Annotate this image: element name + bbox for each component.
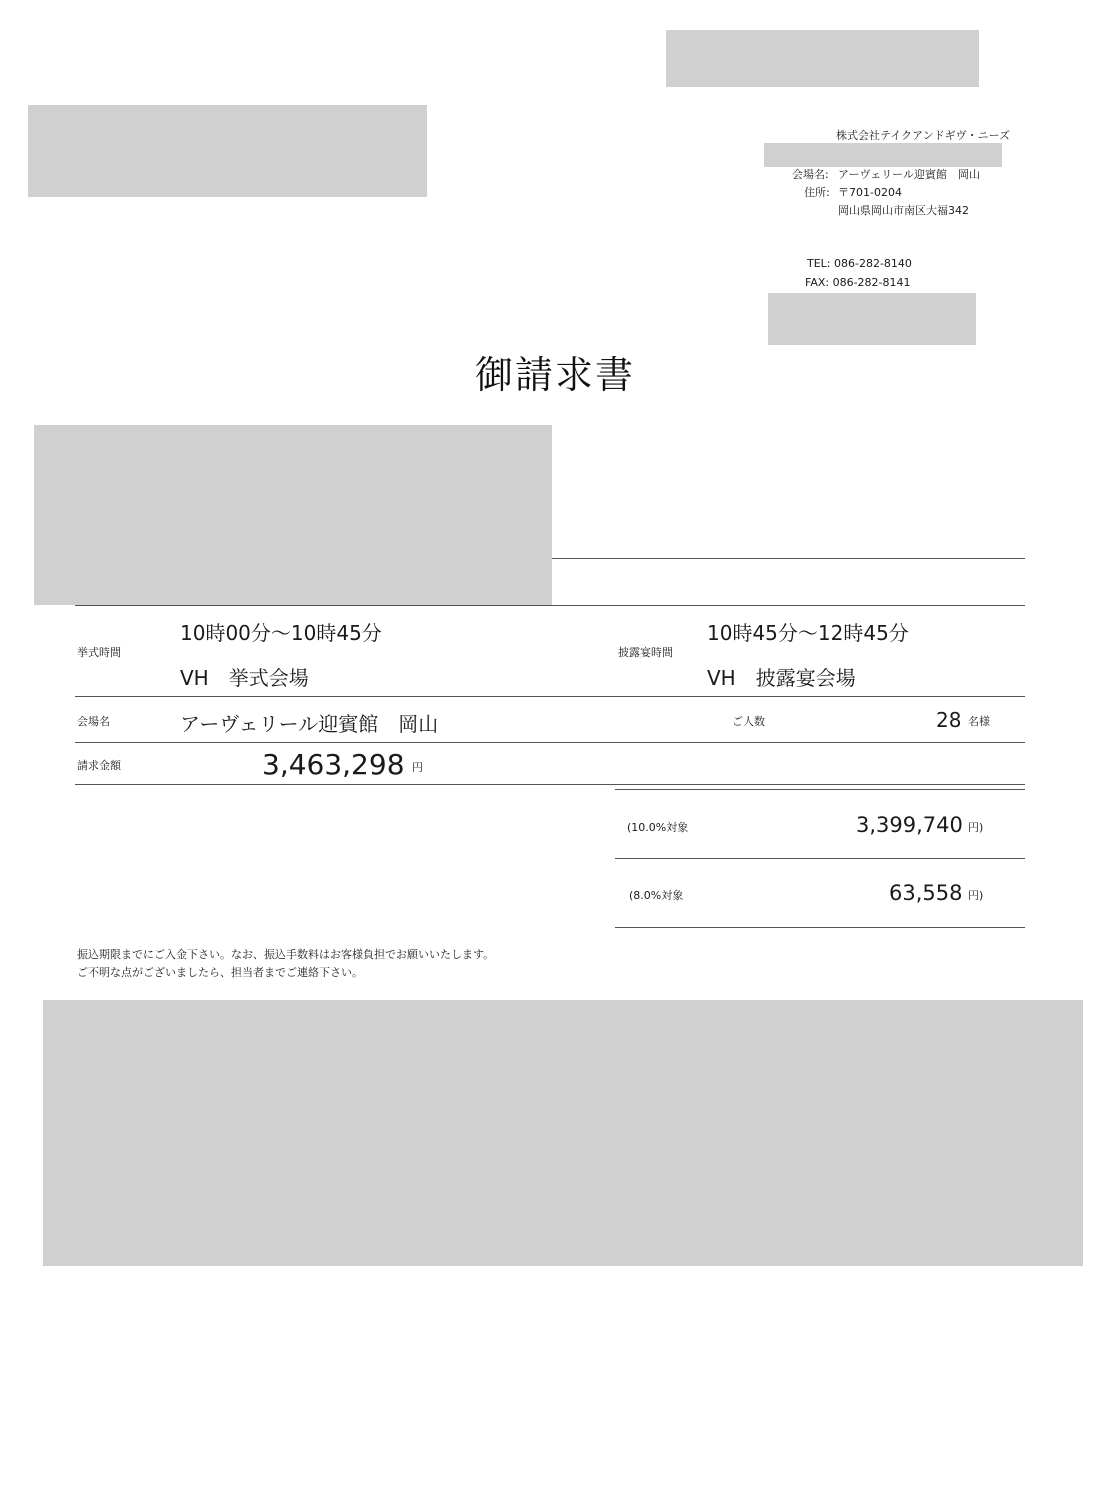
guests-value: 28 [936, 708, 962, 732]
issuer-venue-label: 会場名: [792, 168, 829, 181]
redacted-block-top-right [666, 30, 979, 87]
amount-label: 請求金額 [77, 759, 121, 772]
divider [75, 742, 1025, 743]
issuer-postal: 〒701-0204 [838, 186, 902, 199]
ceremony-time-value: 10時00分〜10時45分 [180, 621, 382, 645]
divider [615, 789, 1025, 790]
tax-10-label: (10.0%対象 [627, 821, 689, 834]
divider [75, 605, 1025, 606]
redacted-block-bottom [43, 1000, 1083, 1266]
tax-10-unit: 円) [968, 821, 984, 834]
divider [75, 696, 1025, 697]
issuer-address: 岡山県岡山市南区大福342 [838, 204, 969, 217]
issuer-fax: FAX: 086-282-8141 [805, 276, 911, 289]
reception-place-value: VH 披露宴会場 [707, 666, 856, 690]
reception-time-value: 10時45分〜12時45分 [707, 621, 909, 645]
divider [615, 858, 1025, 859]
amount-unit: 円 [412, 761, 423, 774]
page-title: 御請求書 [475, 353, 636, 397]
redacted-block-recipient [28, 105, 427, 197]
redacted-block-stamp [768, 293, 976, 345]
ceremony-place-value: VH 挙式会場 [180, 666, 309, 690]
guests-unit: 名様 [968, 715, 990, 728]
divider [615, 927, 1025, 928]
tax-8-label: (8.0%対象 [629, 889, 684, 902]
ceremony-time-label: 挙式時間 [77, 646, 121, 659]
redacted-block-issuer-line [764, 143, 1002, 167]
divider [75, 784, 1025, 785]
reception-time-label: 披露宴時間 [618, 646, 673, 659]
divider [552, 558, 1025, 559]
tax-8-amount: 63,558 [889, 881, 963, 905]
tax-10-amount: 3,399,740 [856, 813, 963, 837]
guests-label: ご人数 [732, 715, 765, 728]
issuer-address-label: 住所: [804, 186, 830, 199]
amount-value: 3,463,298 [262, 748, 405, 781]
issuer-company: 株式会社テイクアンドギヴ・ニーズ [836, 129, 1011, 142]
venue-value: アーヴェリール迎賓館 岡山 [180, 712, 439, 736]
payment-note: 振込期限までにご入金下さい。なお、振込手数料はお客様負担でお願いいたします。 [77, 948, 495, 961]
redacted-block-customer [34, 425, 552, 605]
contact-note: ご不明な点がございましたら、担当者までご連絡下さい。 [77, 966, 363, 979]
issuer-tel: TEL: 086-282-8140 [807, 257, 912, 270]
tax-8-unit: 円) [968, 889, 984, 902]
issuer-venue-name: アーヴェリール迎賓館 岡山 [838, 168, 981, 181]
venue-label: 会場名 [77, 715, 110, 728]
